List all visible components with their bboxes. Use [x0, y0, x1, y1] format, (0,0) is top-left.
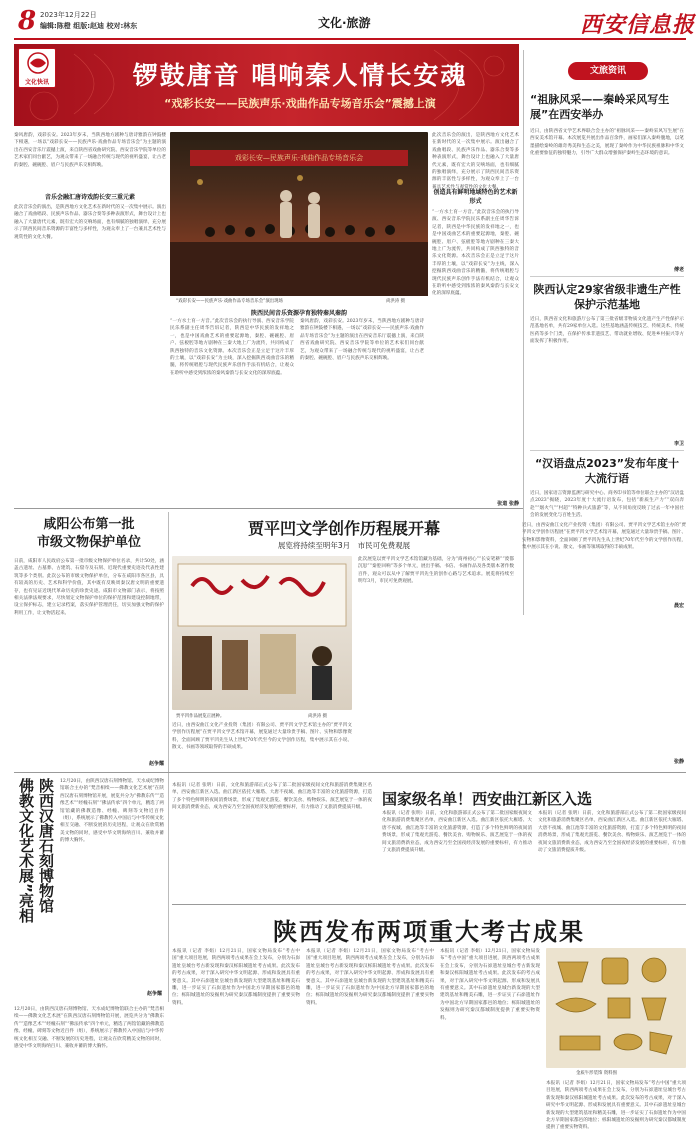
qujiang-body-3: 本报讯（记者 张明）日前，文化和旅游部正式公布了第二批国家级夜间文化和旅游消费集聚区名单，西安曲江新区入选。曲江新区依托大雁塔、大唐不夜城、曲江池等丰富的文化旅游资源，打造了多个特色鲜明的夜间消费场景，形成了集观光游览、餐饮美食、购物娱乐、演艺展览于一体的夜间文旅消费新业态，成为西安乃至全国夜经济发展的重要标杆，有力推动了文旅消费提质升级。: [538, 811, 686, 854]
xianyang-article: [14, 512, 164, 770]
feature-body-4: 此次音乐会的演出，是陕西地方文化艺术在新时代的又一次集中展示。演出融合了戏曲唱段、民族声乐作品、器乐合奏等多种表演形式，舞台设计上也融入了大量唐代元素，既有宏大的交响场面，也有细腻的独唱演绎，充分展示了陕西民间音乐资源的丰富性与多样性，为观众奉上了一台兼具艺术性与观赏性的文化大餐。: [432, 133, 519, 190]
xianyang-body: 日前，咸阳市人民政府公布第一批市级文物保护单位名录，共计50处，涵盖古遗址、古墓葬、古建筑、石窟寺及石刻、近现代重要史迹及代表性建筑等多个类别。此次公布的市级文物保护单位，分布在咸阳市各区县，具有较高的历史、艺术和科学价值，其中既有反映周秦汉唐文明的重要遗存，也有见证近现代革命历史的珍贵史迹。咸阳市文物部门表示，将按照相关法律法规要求，尽快划定文物保护单位的保护范围和建设控制地带，设立保护标志，建立记录档案，落实保护管理责任，切实加强文物的保护利用工作，让文物活起来。: [14, 559, 164, 616]
sidebar-item-2-title: 陕西认定29家省级非遗生产性保护示范基地: [533, 283, 681, 311]
feature-subtitle: “戏彩长安——民族声乐·戏曲作品专场音乐会”震撼上演: [164, 97, 436, 110]
jia-title: 贾平凹文学创作历程展开幕: [247, 519, 440, 538]
masthead-date: 2023年12月22日: [40, 11, 97, 19]
feature-body-3: 此次音乐会的演出，是陕西地方文化艺术在新时代的又一次集中展示。演出融合了戏曲唱段、民族声乐作品、器乐合奏等多种表演形式，舞台设计上也融入了大量唐代元素，既有宏大的交响场面，也有细腻的独唱演绎，充分展示了陕西民间音乐资源的丰富性与多样性，为观众奉上了一台兼具艺术性与观赏性的文化大餐。: [14, 205, 166, 240]
sidebar-item-1-body: 近日，由陕西省文学艺术界联合会主办的“祖脉风采——秦岭采风写生展”在西安美术馆开幕。本次展览共展出作品百余件，画家们深入秦岭腹地，以笔墨描绘秦岭的雄奇秀美和生态之美，展现了秦岭作为中华民族祖脉和中华文化重要象征的独特魅力，引导广大群众增强保护秦岭生态环境的意识。: [530, 129, 684, 157]
sidebar-item-1-title: “祖脉风采——秦岭采风写生展”在西安举办: [530, 93, 670, 121]
buddhist-body: 12月20日，由陕西汉唐石刻博物馆、天水成纪博物馆联合主办的“梵音相续——佛教文化艺术展”在陕西汉唐石刻博物馆开展，展览共分为“佛教东传”“造像艺术”“经幢石刻”“佛法传承”四个单元，精选了两馆馆藏的佛教造像、经幢、碑刻等文物近百件（组），系统展示了佛教传入中国后与中华传统文化相互交融、不断发展的历史进程，让观众在欣赏精美文物的同时，感受中华文明海纳百川、兼收并蓄的博大胸怀。: [60, 779, 164, 844]
feature-title: 锣鼓唐音 唱响秦人情长安魂: [132, 61, 468, 90]
xianyang-author: 赵争耀: [148, 761, 164, 767]
jia-body-3: 近日，由西安曲江文化产业投资（集团）有限公司、贾平凹文学艺术馆主办的“贾平凹文学创作历程展”在贾平凹文学艺术馆开幕，展览通过大量珍贵手稿、图片、实物和影像资料，全面回顾了贾平凹先生从上世纪70年代至今的文学创作历程，集中展示其在小说、散文、书画等领域取得的丰硕成果。: [522, 523, 686, 551]
section-rule-2: [14, 772, 686, 773]
jia-exhibit-photo: [172, 556, 352, 710]
kaogu-body-3: 本报讯（记者 李娟）12月21日，国家文物局发布“考古中国”重大项目进展，陕西两项考古成果在会上发布，分别为石峁遗址皇城台考古新发现和秦汉栎阳城遗址考古成果。此次发布的考古成果，对于深入研究中华文明起源、形成和发展具有重要意义。其中石峁遗址皇城台新发现的大型建筑基址和精美石雕，进一步证实了石峁遗址作为中国北方早期国家都邑的地位；栎阳城遗址的发掘则为研究秦汉都城制度提供了重要实物资料。: [440, 949, 540, 1021]
concert-photo: [170, 132, 428, 296]
section-name: 文化·旅游: [318, 16, 371, 30]
gold-artifacts-caption: 金质牛形装饰 资料图: [576, 1071, 617, 1076]
feature-column-1: [14, 132, 166, 504]
sidebar-item-2-body: 近日，陕西省文化和旅游厅公布了第三批省级非物质文化遗产生产性保护示范基地名单，共有29家单位入选。这些基地涵盖传统技艺、传统美术、传统医药等多个门类，在保护传承非遗技艺、带动就业增收、促进乡村振兴等方面发挥了积极作用。: [530, 317, 684, 345]
feature-subhead-3: 创造具有鲜明地域特色的艺术新形式: [433, 189, 518, 205]
buddhist-title: 佛教文化艺术展”亮相: [17, 778, 35, 923]
dragon-emblem-icon: [20, 50, 56, 76]
kaogu-body-1: 本报讯（记者 李娟）12月21日，国家文物局发布“考古中国”重大项目进展，陕西两项考古成果在会上发布，分别为石峁遗址皇城台考古新发现和秦汉栎阳城遗址考古成果。此次发布的考古成果，对于深入研究中华文明起源、形成和发展具有重要意义。其中石峁遗址皇城台新发现的大型建筑基址和精美石雕，进一步证实了石峁遗址作为中国北方早期国家都邑的地位；栎阳城遗址的发掘则为研究秦汉都城制度提供了重要实物资料。: [172, 949, 300, 1006]
sidebar-badge-label: 文旅资讯: [589, 66, 626, 76]
sidebar-item-3-body: 近日，国家语言资源监测与研究中心、商务印书馆等单位联合主办的“汉语盘点2023”揭晓，2023年度十大流行语发布，包括“新质生产力”“双向奔赴”“烟火气”“村超”“特种兵式旅游”等，从不同角度反映了过去一年中国社会的发展变化与百姓生活。: [530, 491, 684, 519]
calligraphy-wall-illustration: [172, 556, 352, 710]
feature-body-2b: 秦风唐韵，戏彩长安。2023年岁末，当陕西地方剧种与唐诗雅韵在钟鼓楼下相遇，一场以“戏彩长安——民族声乐·戏曲作品专场音乐会”为主题的演出在西安音乐厅震撼上演，来自陕西省戏曲研究院、西安音乐学院等单位的艺术家们同台献艺，为观众带来了一场融合传统与现代的视听盛宴，让古老的秦腔、碗碗腔、眉户与民族声乐交相辉映。: [300, 319, 424, 362]
jia-body-1: 近日，由西安曲江文化产业投资（集团）有限公司、贾平凹文学艺术馆主办的“贾平凹文学创作历程展”在贾平凹文学艺术馆开幕，展览通过大量珍贵手稿、图片、实物和影像资料，全面回顾了贾平凹先生从上世纪70年代至今的文学创作历程，集中展示其在小说、散文、书画等领域取得的丰硕成果。: [172, 723, 352, 751]
left-divider: [168, 512, 169, 1002]
feature-banner: [14, 44, 519, 126]
concert-stage-banner: [190, 150, 408, 166]
qujiang-article: [172, 776, 686, 902]
performers-illustration: [170, 172, 428, 296]
kaogu-body-4: 本报讯（记者 李娟）12月21日，国家文物局发布“考古中国”重大项目进展，陕西两项考古成果在会上发布，分别为石峁遗址皇城台考古新发现和秦汉栎阳城遗址考古成果。此次发布的考古成果，对于深入研究中华文明起源、形成和发展具有重要意义。其中石峁遗址皇城台新发现的大型建筑基址和精美石雕，进一步证实了石峁遗址作为中国北方早期国家都邑的地位；栎阳城遗址的发掘则为研究秦汉都城制度提供了重要实物资料。: [546, 1081, 686, 1131]
jia-author: 张静: [673, 759, 684, 765]
sidebar-item-1-author: 傅老: [673, 267, 684, 273]
feature-body-2: “一方水土育一方音。”此次音乐会的执行导演、西安音乐学院民乐系副主任周华告诉记者，陕西是中华民族的发祥地之一，也是中国戏曲艺术的重要起源地，秦腔、碗碗腔、眉户、弦板腔等地方剧种在三秦大地上广为流传，共同构成了陕西独特的音乐文化资源。本次音乐会正是立足于这片丰厚的土壤，以“戏彩长安”为主线，深入挖掘陕西戏曲音乐的精髓，将传统唱腔与现代民族声乐创作手法有机结合，让观众在聆听中感受到浓浓的秦风秦韵与长安文化的深厚底蕴。: [170, 319, 294, 376]
paper-name: 西安信息报: [580, 12, 696, 38]
sidebar-rule-1: [530, 276, 684, 277]
kaogu-title: 陕西发布两项重大考古成果: [273, 918, 585, 946]
masthead: [0, 0, 700, 44]
gold-artifacts-illustration: [546, 948, 686, 1068]
sidebar-rule-2: [530, 450, 684, 451]
bottom-left-body: 12月20日，由陕西汉唐石刻博物馆、天水成纪博物馆联合主办的“梵音相续——佛教文化艺术展”在陕西汉唐石刻博物馆开展，展览共分为“佛教东传”“造像艺术”“经幢石刻”“佛法传承”四个单元，精选了两馆馆藏的佛教造像、经幢、碑刻等文物近百件（组），系统展示了佛教传入中国后与中华传统文化相互交融、不断发展的历史进程，让观众在欣赏精美文物的同时，感受中华文明海纳百川、兼收并蓄的博大胸怀。: [14, 1007, 164, 1050]
qujiang-body-1: 本报讯（记者 张明）日前，文化和旅游部正式公布了第二批国家级夜间文化和旅游消费集聚区名单，西安曲江新区入选。曲江新区依托大雁塔、大唐不夜城、曲江池等丰富的文化旅游资源，打造了多个特色鲜明的夜间消费场景，形成了集观光游览、餐饮美食、购物娱乐、演艺展览于一体的夜间文旅消费新业态，成为西安乃至全国夜经济发展的重要标杆，有力推动了文旅消费提质升级。: [172, 783, 372, 811]
buddhist-article: [14, 776, 164, 1002]
concert-photo-caption: “戏彩长安——民族声乐·戏曲作品专场音乐会”演出现场: [176, 299, 283, 304]
buddhist-author: 赵争耀: [146, 991, 162, 997]
feature-body-1: 秦风唐韵，戏彩长安。2023年岁末，当陕西地方剧种与唐诗雅韵在钟鼓楼下相遇，一场以“戏彩长安——民族声乐·戏曲作品专场音乐会”为主题的演出在西安音乐厅震撼上演，来自陕西省戏曲研究院、西安音乐学院等单位的艺术家们同台献艺，为观众带来了一场融合传统与现代的视听盛宴，让古老的秦腔、碗碗腔、眉户与民族声乐交相辉映。: [14, 133, 166, 168]
qujiang-title: 国家级名单！西安曲江新区入选: [382, 790, 593, 808]
feature-column-2: [170, 318, 294, 504]
sidebar-item-3-author: 晨宏: [673, 603, 684, 609]
page-number: 8: [18, 6, 37, 36]
masthead-rule: [14, 38, 686, 40]
concert-stage-banner-text: 戏彩长安—民族声乐·戏曲作品专场音乐会: [234, 154, 364, 162]
kaogu-body-2: 本报讯（记者 李娟）12月21日，国家文物局发布“考古中国”重大项目进展，陕西两项考古成果在会上发布，分别为石峁遗址皇城台考古新发现和秦汉栎阳城遗址考古成果。此次发布的考古成果，对于深入研究中华文明起源、形成和发展具有重要意义。其中石峁遗址皇城台新发现的大型建筑基址和精美石雕，进一步证实了石峁遗址作为中国北方早期国家都邑的地位；栎阳城遗址的发掘则为研究秦汉都城制度提供了重要实物资料。: [306, 949, 434, 1006]
news-badge: [18, 48, 56, 88]
sidebar-item-2-author: 李卫: [673, 441, 684, 447]
jia-article: [172, 512, 686, 770]
jia-body-2: 此次展览以贾平凹文学艺术馆馆藏为基础，分为“商州初心”“长安笔耕”“废都沉思”“秦腔回响”等多个单元，展出手稿、书信、书画作品及各类版本著作数百件，观众可以从中了解贾平凹先生的创作心路与艺术追求。展览将持续至明年3月，市民可免费观展。: [358, 557, 514, 585]
jia-subtitle: 展览将持续至明年3月 市民可免费观展: [277, 541, 411, 550]
feature-column-3: [300, 318, 424, 504]
masthead-editors: 编辑:陈橙 组版:赵迪 校对:林东: [40, 22, 138, 30]
buddhist-title-prefix: 陕西汉唐石刻博物馆: [37, 778, 55, 913]
feature-subhead-2: 陕西民间音乐资源孕育独特秦风秦韵: [250, 310, 347, 317]
news-badge-label: 文化快讯: [24, 79, 49, 86]
sidebar-item-3-title: “汉语盘点2023”发布年度十大流行语: [534, 457, 680, 485]
concert-photo-credit: 尚洪涛 摄: [386, 299, 405, 304]
gold-artifacts-photo: [546, 948, 686, 1068]
feature-author: 张道 张静: [497, 501, 519, 507]
feature-subhead-1: 音乐会融汇唐诗戏韵长安三重元素: [44, 194, 135, 201]
xianyang-title: 咸阳公布第一批 市级文物保护单位: [36, 517, 141, 550]
section-rule-3: [172, 904, 686, 905]
feature-body-5: “一方水土育一方音。”此次音乐会的执行导演、西安音乐学院民乐系副主任周华告诉记者，陕西是中华民族的发祥地之一，也是中国戏曲艺术的重要起源地，秦腔、碗碗腔、眉户、弦板腔等地方剧种在三秦大地上广为流传，共同构成了陕西独特的音乐文化资源。本次音乐会正是立足于这片丰厚的土壤，以“戏彩长安”为主线，深入挖掘陕西戏曲音乐的精髓，将传统唱腔与现代民族声乐创作手法有机结合，让观众在聆听中感受到浓浓的秦风秦韵与长安文化的深厚底蕴。: [432, 210, 519, 297]
qujiang-body-2: 本报讯（记者 张明）日前，文化和旅游部正式公布了第二批国家级夜间文化和旅游消费集聚区名单，西安曲江新区入选。曲江新区依托大雁塔、大唐不夜城、曲江池等丰富的文化旅游资源，打造了多个特色鲜明的夜间消费场景，形成了集观光游览、餐饮美食、购物娱乐、演艺展览于一体的夜间文旅消费新业态，成为西安乃至全国夜经济发展的重要标杆，有力推动了文旅消费提质升级。: [382, 811, 532, 854]
kaogu-article: [172, 908, 686, 1131]
jia-photo-credit: 尚洪涛 摄: [308, 714, 327, 719]
section-rule-1: [14, 508, 523, 509]
sidebar-badge: [568, 62, 648, 80]
feature-column-4: [432, 132, 519, 507]
jia-photo-caption: 贾平凹作品展览正展种。: [176, 714, 225, 719]
